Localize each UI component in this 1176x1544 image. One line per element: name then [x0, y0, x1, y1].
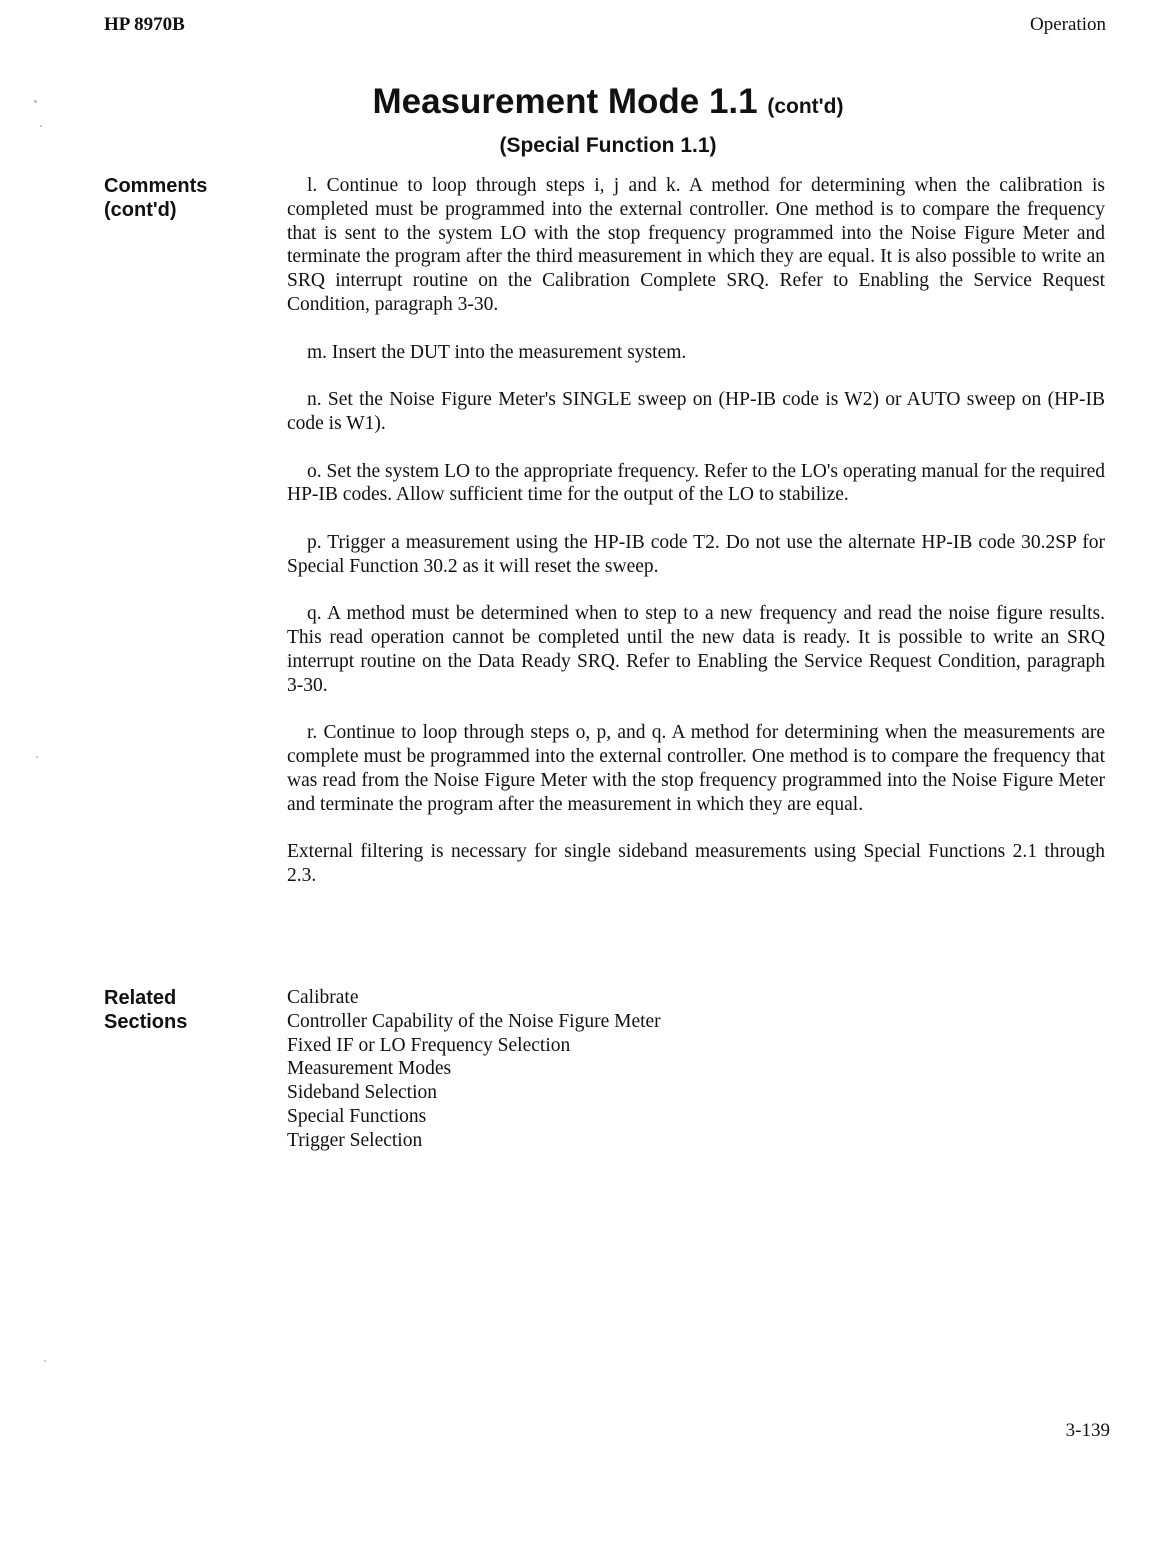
related-item: Trigger Selection [287, 1129, 423, 1151]
comments-heading-line2: (cont'd) [104, 199, 177, 221]
related-item: Sideband Selection [287, 1082, 438, 1104]
page-subtitle: (Special Function 1.1) [499, 134, 717, 157]
related-item: Calibrate [287, 987, 359, 1008]
page-title-main: Measurement Mode 1.1 [372, 82, 758, 121]
comments-heading-line1: Comments [104, 175, 208, 197]
step-o: o. Set the system LO to the appropriate frequency. Refer to the LO's operating manual for the required HP-IB codes. Allow sufficient time for the output of the LO to stabilize. [287, 460, 1105, 506]
related-item: Measurement Modes [287, 1058, 452, 1080]
header-model: HP 8970B [104, 14, 185, 35]
related-sections-list [287, 986, 661, 1153]
scan-speck [40, 125, 42, 127]
step-p: p. Trigger a measurement using the HP-IB code T2. Do not use the alternate HP-IB code 30.2SP for Special Function 30.2 as it will reset the sweep. [287, 531, 1105, 577]
related-heading [104, 986, 187, 1034]
comments-heading [104, 174, 207, 222]
scan-speck [34, 100, 37, 103]
step-n: n. Set the Noise Figure Meter's SINGLE sweep on (HP-IB code is W2) or AUTO sweep on (HP-IB code is W1). [287, 389, 1105, 434]
step-q: q. A method must be determined when to step to a new frequency and read the noise figure results. This read operation cannot be completed until the new data is ready. It is possible to write an SRQ interrupt routine on the Data Ready SRQ. Refer to Enabling the Service Request Condition, paragraph 3-30. [287, 603, 1105, 696]
step-l: l. Continue to loop through steps i, j and k. A method for determining when the calibration is completed must be programmed into the external controller. One method is to compare the frequency that is sent to the system LO with the stop frequency programmed into the Noise Figure Meter and terminate the program after the third measurement in which they are equal. It is also possible to write an SRQ interrupt routine on the Calibration Complete SRQ. Refer to Enabling the Service Request Condition, paragraph 3-30. [287, 175, 1105, 315]
step-m: m. Insert the DUT into the measurement system. [307, 341, 687, 363]
scan-speck [44, 1360, 46, 1362]
scan-speck [36, 756, 38, 758]
filtering-note: External filtering is necessary for single sideband measurements using Special Functions 2.1 through 2.3. [287, 841, 1105, 887]
related-heading-line1: Related [104, 987, 177, 1009]
related-item: Fixed IF or LO Frequency Selection [287, 1034, 571, 1056]
page-number: 3-139 [1065, 1420, 1110, 1441]
related-item: Controller Capability of the Noise Figure Meter [287, 1010, 661, 1032]
header-section: Operation [1030, 14, 1106, 35]
page-title-contd: (cont'd) [767, 95, 844, 118]
title-block [0, 80, 1176, 161]
comments-body [287, 174, 1105, 912]
related-item: Special Functions [287, 1105, 427, 1127]
step-r: r. Continue to loop through steps o, p, and q. A method for determining when the measurements are complete must be programmed into the external controller. One method is to compare the frequency that was read from the Noise Figure Meter with the stop frequency programmed into the Noise Figure Meter and terminate the program after the measurement in which they are equal. [287, 722, 1105, 815]
page-title [0, 80, 1176, 129]
related-heading-line2: Sections [104, 1011, 188, 1033]
